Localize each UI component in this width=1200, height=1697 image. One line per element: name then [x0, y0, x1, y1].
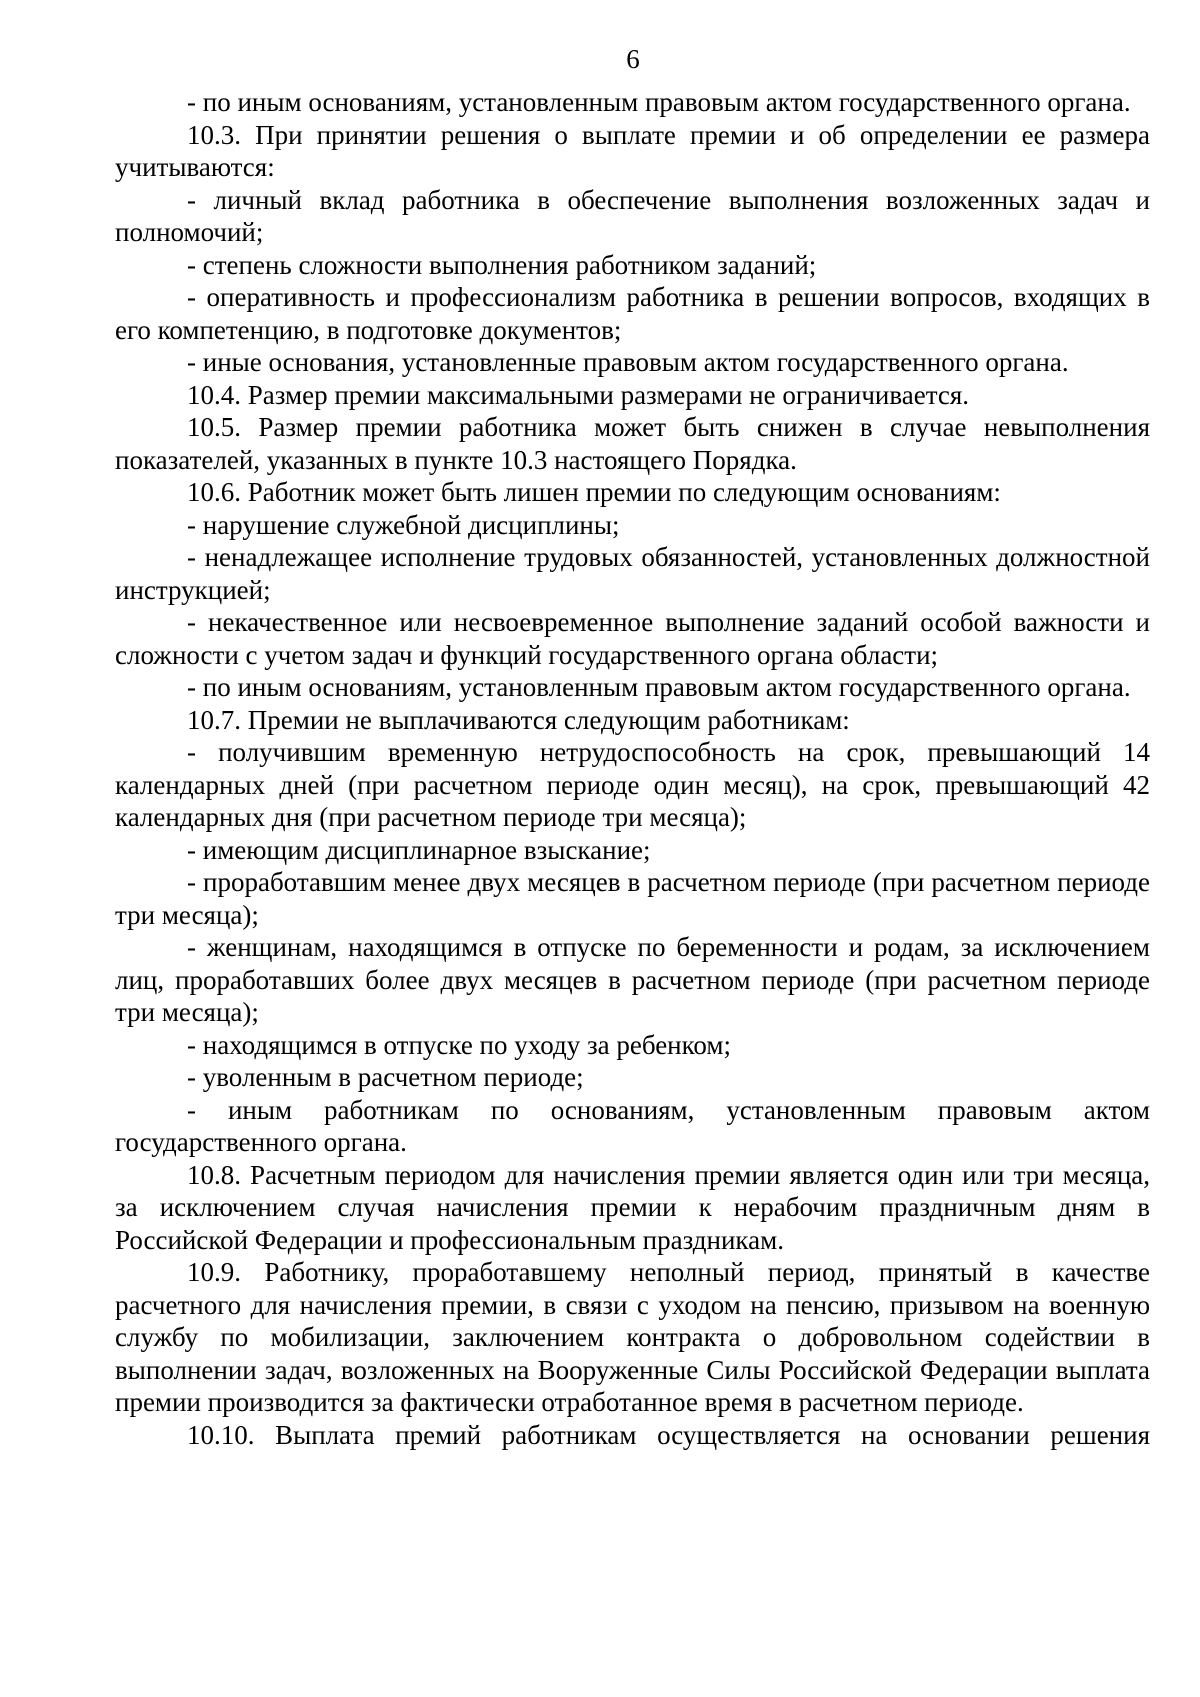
paragraph: 10.8. Расчетным периодом для начисления премии является один или три месяца, за исключением случая начисления премии к нерабочим праздничным дням в Российской Федерации и профессиональным праздникам.	[115, 1159, 1150, 1255]
paragraph: - имеющим дисциплинарное взыскание;	[187, 834, 651, 865]
paragraph: - иные основания, установленные правовым актом государственного органа.	[187, 347, 1069, 377]
paragraph: - проработавшим менее двух месяцев в расчетном периоде (при расчетном периоде три месяца);	[115, 867, 1150, 930]
paragraph: 10.7. Премии не выплачиваются следующим работникам:	[187, 704, 850, 735]
paragraph: - некачественное или несвоевременное выполнение заданий особой важности и сложности с учетом задач и функций государственного органа области;	[115, 607, 1150, 670]
paragraph: 10.6. Работник может быть лишен премии по следующим основаниям:	[187, 477, 1001, 507]
page-number: 6	[626, 44, 640, 74]
paragraph: - находящимся в отпуске по уходу за ребенком;	[187, 1029, 731, 1060]
paragraph: 10.9. Работнику, проработавшему неполный период, принятый в качестве расчетного для начисления премии, в связи с уходом на пенсию, призывом на военную службу по мобилизации, заключением контракта о добровольном содействии в выполнении задач, возложенных на Вооруженные Силы Российской Федерации выплата премии производится за фактически отработанное время в расчетном периоде.	[115, 1257, 1150, 1417]
paragraph: - по иным основаниям, установленным правовым актом государственного органа.	[187, 87, 1131, 117]
paragraph: - женщинам, находящимся в отпуске по беременности и родам, за исключением лиц, проработавших более двух месяцев в расчетном периоде (при расчетном периоде три месяца);	[115, 932, 1150, 1027]
paragraph: 10.4. Размер премии максимальными размерами не ограничивается.	[187, 379, 969, 410]
document-body	[115, 86, 1150, 1451]
paragraph: - ненадлежащее исполнение трудовых обязанностей, установленных должностной инструкцией;	[115, 542, 1150, 605]
paragraph: - нарушение служебной дисциплины;	[187, 509, 620, 540]
paragraph: - степень сложности выполнения работником заданий;	[187, 249, 817, 280]
paragraph: - личный вклад работника в обеспечение выполнения возложенных задач и полномочий;	[115, 184, 1150, 247]
paragraph: 10.5. Размер премии работника может быть снижен в случае невыполнения показателей, указанных в пункте 10.3 настоящего Порядка.	[115, 412, 1150, 475]
paragraph: 10.10. Выплата премий работникам осуществляется на основании решения	[187, 1419, 1150, 1450]
paragraph: - оперативность и профессионализм работника в решении вопросов, входящих в его компетенцию, в подготовке документов;	[115, 282, 1150, 345]
paragraph: 10.3. При принятии решения о выплате премии и об определении ее размера учитываются:	[115, 119, 1150, 182]
paragraph: - получившим временную нетрудоспособность на срок, превышающий 14 календарных дней (при расчетном периоде один месяц), на срок, превышающий 42 календарных дня (при расчетном периоде три месяца);	[115, 737, 1150, 832]
paragraph: - уволенным в расчетном периоде;	[187, 1062, 584, 1092]
paragraph: - иным работникам по основаниям, установленным правовым актом государственного органа.	[115, 1094, 1150, 1157]
paragraph: - по иным основаниям, установленным правовым актом государственного органа.	[187, 672, 1131, 702]
